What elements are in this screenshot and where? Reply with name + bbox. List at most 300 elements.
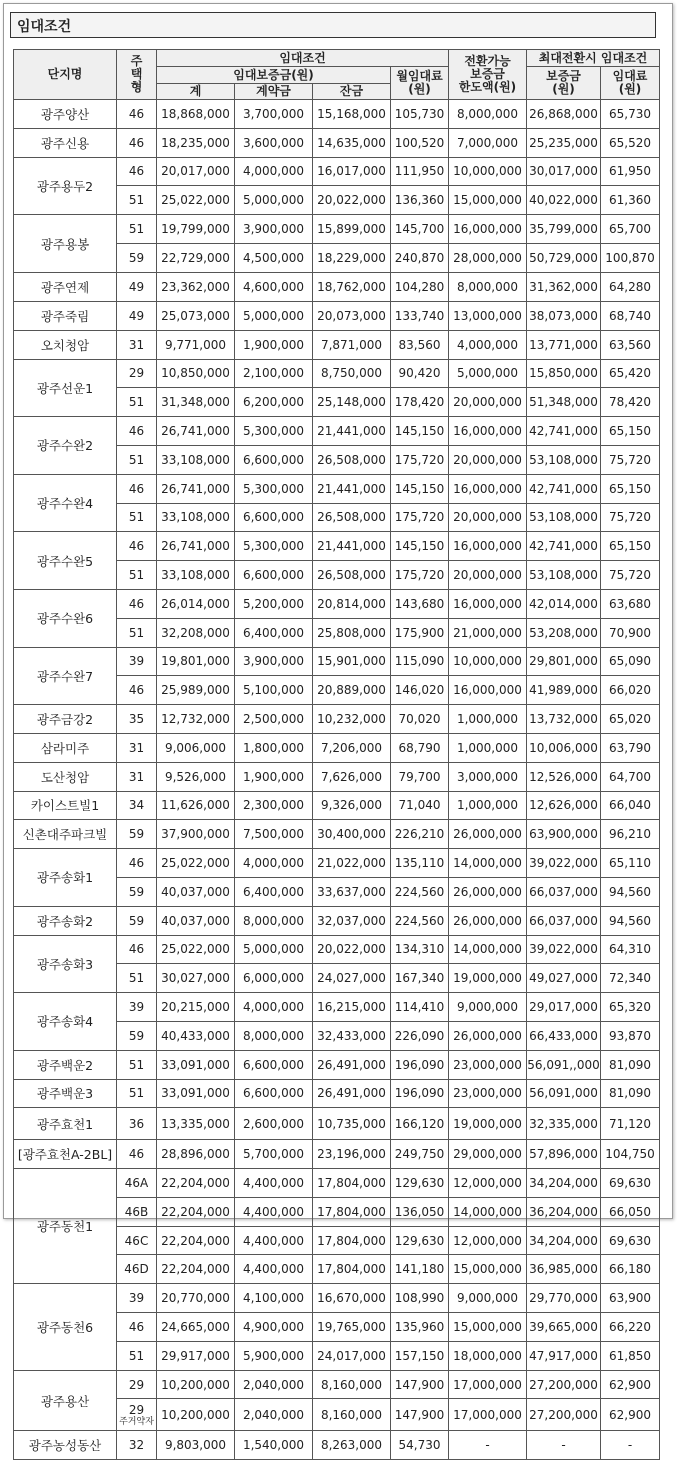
max-rent-cell: 63,680 bbox=[601, 589, 660, 618]
type-cell bbox=[117, 1284, 157, 1313]
table-row bbox=[14, 532, 660, 561]
complex-name-cell: 광주송화2 bbox=[14, 906, 117, 935]
monthly-cell: 71,040 bbox=[391, 791, 449, 820]
total-cell: 9,006,000 bbox=[157, 733, 235, 762]
table-row bbox=[14, 906, 660, 935]
contract-cell: 2,040,000 bbox=[235, 1399, 313, 1431]
monthly-cell: 135,960 bbox=[391, 1313, 449, 1342]
complex-name-cell: 광주수완4 bbox=[14, 474, 117, 532]
type-value: 46 bbox=[128, 135, 145, 150]
max-deposit-cell: 39,665,000 bbox=[527, 1313, 601, 1342]
max-rent-cell: 64,310 bbox=[601, 935, 660, 964]
balance-cell: 18,762,000 bbox=[313, 273, 391, 302]
header-contract: 계약금 bbox=[235, 84, 313, 100]
balance-cell: 17,804,000 bbox=[313, 1169, 391, 1198]
contract-cell: 4,500,000 bbox=[235, 244, 313, 273]
max-rent-cell: 66,180 bbox=[601, 1255, 660, 1284]
monthly-cell: 145,150 bbox=[391, 474, 449, 503]
balance-cell: 24,017,000 bbox=[313, 1341, 391, 1370]
contract-cell: 5,300,000 bbox=[235, 474, 313, 503]
max-rent-cell: 65,420 bbox=[601, 359, 660, 388]
table-row bbox=[14, 791, 660, 820]
type-value: 51 bbox=[128, 452, 145, 467]
max-deposit-cell: 31,362,000 bbox=[527, 273, 601, 302]
table-row bbox=[14, 100, 660, 129]
monthly-cell: 145,150 bbox=[391, 532, 449, 561]
total-cell: 28,896,000 bbox=[157, 1140, 235, 1169]
max-deposit-cell: 13,732,000 bbox=[527, 705, 601, 734]
convertible-cell: 1,000,000 bbox=[449, 733, 527, 762]
max-deposit-cell: 34,204,000 bbox=[527, 1226, 601, 1255]
max-rent-cell: 94,560 bbox=[601, 877, 660, 906]
convertible-cell: 26,000,000 bbox=[449, 1021, 527, 1050]
monthly-cell: 167,340 bbox=[391, 964, 449, 993]
max-rent-cell: 100,870 bbox=[601, 244, 660, 273]
complex-name-cell: 광주송화1 bbox=[14, 849, 117, 907]
type-value: 46D bbox=[124, 1262, 149, 1277]
max-deposit-cell: 35,799,000 bbox=[527, 215, 601, 244]
complex-name-cell: 광주선운1 bbox=[14, 359, 117, 417]
type-cell bbox=[117, 906, 157, 935]
type-value: 51 bbox=[128, 222, 145, 237]
max-rent-cell: 65,150 bbox=[601, 474, 660, 503]
balance-cell: 32,433,000 bbox=[313, 1021, 391, 1050]
monthly-cell: 157,150 bbox=[391, 1341, 449, 1370]
balance-cell: 30,400,000 bbox=[313, 820, 391, 849]
monthly-cell: 114,410 bbox=[391, 993, 449, 1022]
total-cell: 19,799,000 bbox=[157, 215, 235, 244]
total-cell: 25,022,000 bbox=[157, 849, 235, 878]
type-cell bbox=[117, 1226, 157, 1255]
total-cell: 10,850,000 bbox=[157, 359, 235, 388]
rent-conditions-table bbox=[13, 49, 660, 1460]
type-value: 59 bbox=[128, 251, 145, 266]
table-row bbox=[14, 1169, 660, 1198]
balance-cell: 26,491,000 bbox=[313, 1079, 391, 1108]
max-rent-cell: 81,090 bbox=[601, 1050, 660, 1079]
max-rent-cell: 65,090 bbox=[601, 647, 660, 676]
balance-cell: 7,206,000 bbox=[313, 733, 391, 762]
max-deposit-cell: 56,091,000 bbox=[527, 1079, 601, 1108]
convertible-cell: 16,000,000 bbox=[449, 215, 527, 244]
contract-cell: 2,600,000 bbox=[235, 1108, 313, 1140]
monthly-cell: 129,630 bbox=[391, 1169, 449, 1198]
contract-cell: 6,600,000 bbox=[235, 561, 313, 590]
type-cell bbox=[117, 273, 157, 302]
max-rent-cell: 63,900 bbox=[601, 1284, 660, 1313]
type-cell bbox=[117, 1169, 157, 1198]
header-convertible-label: 전환가능 보증금 한도액(원) bbox=[458, 54, 517, 94]
contract-cell: 5,700,000 bbox=[235, 1140, 313, 1169]
table-row bbox=[14, 301, 660, 330]
type-value: 31 bbox=[128, 740, 145, 755]
table-row bbox=[14, 1050, 660, 1079]
type-value: 51 bbox=[128, 568, 145, 583]
header-rent-conditions: 임대조건 bbox=[157, 50, 449, 67]
monthly-cell: 145,150 bbox=[391, 417, 449, 446]
type-value: 31 bbox=[128, 337, 145, 352]
total-cell: 25,022,000 bbox=[157, 935, 235, 964]
total-cell: 22,729,000 bbox=[157, 244, 235, 273]
type-value: 46 bbox=[128, 1319, 145, 1334]
type-value: 39 bbox=[128, 1291, 145, 1306]
balance-cell: 20,022,000 bbox=[313, 935, 391, 964]
contract-cell: 5,000,000 bbox=[235, 186, 313, 215]
max-deposit-cell: 53,208,000 bbox=[527, 618, 601, 647]
max-rent-cell: 94,560 bbox=[601, 906, 660, 935]
max-rent-cell: 75,720 bbox=[601, 561, 660, 590]
type-cell bbox=[117, 388, 157, 417]
contract-cell: 5,100,000 bbox=[235, 676, 313, 705]
monthly-cell: 175,720 bbox=[391, 445, 449, 474]
total-cell: 40,433,000 bbox=[157, 1021, 235, 1050]
contract-cell: 6,600,000 bbox=[235, 1050, 313, 1079]
total-cell: 9,526,000 bbox=[157, 762, 235, 791]
contract-cell: 8,000,000 bbox=[235, 1021, 313, 1050]
type-cell bbox=[117, 877, 157, 906]
table-row bbox=[14, 762, 660, 791]
contract-cell: 8,000,000 bbox=[235, 906, 313, 935]
balance-cell: 8,750,000 bbox=[313, 359, 391, 388]
convertible-cell: 7,000,000 bbox=[449, 128, 527, 157]
convertible-cell: 20,000,000 bbox=[449, 445, 527, 474]
max-rent-cell: - bbox=[601, 1431, 660, 1460]
convertible-cell: 16,000,000 bbox=[449, 676, 527, 705]
max-rent-cell: 64,700 bbox=[601, 762, 660, 791]
table-row bbox=[14, 733, 660, 762]
balance-cell: 26,491,000 bbox=[313, 1050, 391, 1079]
complex-name-cell: [광주효천A-2BL] bbox=[14, 1140, 117, 1169]
balance-cell: 9,326,000 bbox=[313, 791, 391, 820]
total-cell: 12,732,000 bbox=[157, 705, 235, 734]
total-cell: 9,771,000 bbox=[157, 330, 235, 359]
contract-cell: 3,600,000 bbox=[235, 128, 313, 157]
total-cell: 37,900,000 bbox=[157, 820, 235, 849]
balance-cell: 25,808,000 bbox=[313, 618, 391, 647]
type-cell bbox=[117, 1313, 157, 1342]
header-max-conversion: 최대전환시 임대조건 bbox=[527, 50, 660, 67]
balance-cell: 21,022,000 bbox=[313, 849, 391, 878]
max-deposit-cell: 41,989,000 bbox=[527, 676, 601, 705]
convertible-cell: 15,000,000 bbox=[449, 1255, 527, 1284]
max-rent-cell: 65,320 bbox=[601, 993, 660, 1022]
max-rent-cell: 69,630 bbox=[601, 1226, 660, 1255]
max-deposit-cell: 42,741,000 bbox=[527, 417, 601, 446]
type-value: 39 bbox=[128, 1000, 145, 1014]
balance-cell: 18,229,000 bbox=[313, 244, 391, 273]
complex-name-cell: 광주효천1 bbox=[14, 1108, 117, 1140]
balance-cell: 16,017,000 bbox=[313, 157, 391, 186]
total-cell: 25,989,000 bbox=[157, 676, 235, 705]
table-row bbox=[14, 417, 660, 446]
monthly-cell: 175,720 bbox=[391, 561, 449, 590]
max-rent-cell: 62,900 bbox=[601, 1399, 660, 1431]
type-cell bbox=[117, 676, 157, 705]
type-value: 59 bbox=[128, 884, 145, 899]
balance-cell: 8,160,000 bbox=[313, 1399, 391, 1431]
type-cell bbox=[117, 705, 157, 734]
balance-cell: 16,670,000 bbox=[313, 1284, 391, 1313]
max-rent-cell: 68,740 bbox=[601, 301, 660, 330]
contract-cell: 4,600,000 bbox=[235, 273, 313, 302]
contract-cell: 6,400,000 bbox=[235, 877, 313, 906]
header-type bbox=[117, 50, 157, 100]
table-row bbox=[14, 474, 660, 503]
type-value: 46 bbox=[128, 1147, 145, 1162]
total-cell: 10,200,000 bbox=[157, 1399, 235, 1431]
monthly-cell: 136,360 bbox=[391, 186, 449, 215]
contract-cell: 1,540,000 bbox=[235, 1431, 313, 1460]
total-cell: 19,801,000 bbox=[157, 647, 235, 676]
max-rent-cell: 66,040 bbox=[601, 791, 660, 820]
total-cell: 22,204,000 bbox=[157, 1226, 235, 1255]
page-title: 임대조건 bbox=[17, 19, 72, 35]
total-cell: 33,108,000 bbox=[157, 561, 235, 590]
type-value: 31 bbox=[128, 769, 145, 784]
type-cell bbox=[117, 993, 157, 1022]
max-rent-cell: 61,850 bbox=[601, 1341, 660, 1370]
contract-cell: 3,900,000 bbox=[235, 647, 313, 676]
type-cell bbox=[117, 244, 157, 273]
contract-cell: 1,800,000 bbox=[235, 733, 313, 762]
monthly-cell: 141,180 bbox=[391, 1255, 449, 1284]
contract-cell: 6,000,000 bbox=[235, 964, 313, 993]
convertible-cell: 13,000,000 bbox=[449, 301, 527, 330]
balance-cell: 7,871,000 bbox=[313, 330, 391, 359]
balance-cell: 15,168,000 bbox=[313, 100, 391, 129]
table-row bbox=[14, 820, 660, 849]
max-deposit-cell: 66,433,000 bbox=[527, 1021, 601, 1050]
balance-cell: 8,160,000 bbox=[313, 1370, 391, 1399]
max-rent-cell: 62,900 bbox=[601, 1370, 660, 1399]
page-title-box bbox=[10, 12, 656, 38]
type-value: 32 bbox=[128, 1438, 145, 1453]
header-max-rent bbox=[601, 67, 660, 100]
type-cell bbox=[117, 762, 157, 791]
convertible-cell: 15,000,000 bbox=[449, 186, 527, 215]
type-value: 29 bbox=[128, 1402, 145, 1417]
complex-name-cell: 광주죽림 bbox=[14, 301, 117, 330]
max-deposit-cell: 25,235,000 bbox=[527, 128, 601, 157]
table-row bbox=[14, 273, 660, 302]
type-cell bbox=[117, 1370, 157, 1399]
max-rent-cell: 71,120 bbox=[601, 1108, 660, 1140]
balance-cell: 15,899,000 bbox=[313, 215, 391, 244]
type-note: 주거약자 bbox=[119, 1416, 154, 1427]
max-deposit-cell: 36,985,000 bbox=[527, 1255, 601, 1284]
convertible-cell: 17,000,000 bbox=[449, 1370, 527, 1399]
total-cell: 33,091,000 bbox=[157, 1050, 235, 1079]
complex-name-cell: 광주동천6 bbox=[14, 1284, 117, 1370]
table-row bbox=[14, 330, 660, 359]
table-row bbox=[14, 1431, 660, 1460]
complex-name-cell: 광주농성동산 bbox=[14, 1431, 117, 1460]
monthly-cell: 135,110 bbox=[391, 849, 449, 878]
max-deposit-cell: 42,014,000 bbox=[527, 589, 601, 618]
type-cell bbox=[117, 128, 157, 157]
contract-cell: 5,300,000 bbox=[235, 417, 313, 446]
monthly-cell: 147,900 bbox=[391, 1370, 449, 1399]
monthly-cell: 70,020 bbox=[391, 705, 449, 734]
total-cell: 26,741,000 bbox=[157, 474, 235, 503]
max-deposit-cell: - bbox=[527, 1431, 601, 1460]
complex-name-cell: 광주연제 bbox=[14, 273, 117, 302]
max-rent-cell: 65,020 bbox=[601, 705, 660, 734]
table-row bbox=[14, 128, 660, 157]
type-cell bbox=[117, 618, 157, 647]
max-rent-cell: 69,630 bbox=[601, 1169, 660, 1198]
type-cell bbox=[117, 100, 157, 129]
max-rent-cell: 66,050 bbox=[601, 1197, 660, 1226]
type-cell bbox=[117, 935, 157, 964]
max-deposit-cell: 40,022,000 bbox=[527, 186, 601, 215]
monthly-cell: 115,090 bbox=[391, 647, 449, 676]
convertible-cell: 18,000,000 bbox=[449, 1341, 527, 1370]
type-cell bbox=[117, 417, 157, 446]
max-deposit-cell: 29,017,000 bbox=[527, 993, 601, 1022]
convertible-cell: 26,000,000 bbox=[449, 877, 527, 906]
monthly-cell: 104,280 bbox=[391, 273, 449, 302]
complex-name-cell: 광주백운2 bbox=[14, 1050, 117, 1079]
max-deposit-cell: 66,037,000 bbox=[527, 877, 601, 906]
max-rent-cell: 70,900 bbox=[601, 618, 660, 647]
type-value: 34 bbox=[128, 798, 145, 813]
balance-cell: 19,765,000 bbox=[313, 1313, 391, 1342]
max-deposit-cell: 32,335,000 bbox=[527, 1108, 601, 1140]
complex-name-cell: 삼라미주 bbox=[14, 733, 117, 762]
max-rent-cell: 61,360 bbox=[601, 186, 660, 215]
monthly-cell: 175,720 bbox=[391, 503, 449, 532]
max-deposit-cell: 10,006,000 bbox=[527, 733, 601, 762]
max-rent-cell: 65,700 bbox=[601, 215, 660, 244]
convertible-cell: 4,000,000 bbox=[449, 330, 527, 359]
type-value: 51 bbox=[128, 1057, 145, 1072]
header-convertible bbox=[449, 50, 527, 100]
contract-cell: 7,500,000 bbox=[235, 820, 313, 849]
type-cell bbox=[117, 820, 157, 849]
complex-name-cell: 광주수완2 bbox=[14, 417, 117, 475]
max-rent-cell: 93,870 bbox=[601, 1021, 660, 1050]
max-rent-cell: 61,950 bbox=[601, 157, 660, 186]
max-deposit-cell: 29,801,000 bbox=[527, 647, 601, 676]
max-deposit-cell: 12,626,000 bbox=[527, 791, 601, 820]
table-row bbox=[14, 1370, 660, 1399]
convertible-cell: 1,000,000 bbox=[449, 705, 527, 734]
contract-cell: 6,400,000 bbox=[235, 618, 313, 647]
contract-cell: 5,000,000 bbox=[235, 935, 313, 964]
contract-cell: 4,000,000 bbox=[235, 993, 313, 1022]
total-cell: 40,037,000 bbox=[157, 877, 235, 906]
total-cell: 13,335,000 bbox=[157, 1108, 235, 1140]
max-rent-cell: 104,750 bbox=[601, 1140, 660, 1169]
complex-name-cell: 광주금강2 bbox=[14, 705, 117, 734]
type-cell bbox=[117, 330, 157, 359]
balance-cell: 24,027,000 bbox=[313, 964, 391, 993]
convertible-cell: 8,000,000 bbox=[449, 273, 527, 302]
type-cell bbox=[117, 301, 157, 330]
type-cell bbox=[117, 733, 157, 762]
convertible-cell: 3,000,000 bbox=[449, 762, 527, 791]
contract-cell: 2,100,000 bbox=[235, 359, 313, 388]
table-row bbox=[14, 359, 660, 388]
header-monthly bbox=[391, 67, 449, 100]
convertible-cell: 16,000,000 bbox=[449, 474, 527, 503]
type-value: 46A bbox=[124, 1175, 149, 1190]
type-value: 51 bbox=[128, 1086, 145, 1101]
contract-cell: 4,400,000 bbox=[235, 1197, 313, 1226]
total-cell: 26,014,000 bbox=[157, 589, 235, 618]
max-deposit-cell: 13,771,000 bbox=[527, 330, 601, 359]
complex-name-cell: 광주양산 bbox=[14, 100, 117, 129]
convertible-cell: 19,000,000 bbox=[449, 1108, 527, 1140]
type-cell bbox=[117, 1108, 157, 1140]
type-value: 51 bbox=[128, 395, 145, 410]
type-cell bbox=[117, 532, 157, 561]
type-value: 51 bbox=[128, 193, 145, 208]
max-deposit-cell: 15,850,000 bbox=[527, 359, 601, 388]
balance-cell: 7,626,000 bbox=[313, 762, 391, 791]
type-cell bbox=[117, 1140, 157, 1169]
complex-name-cell: 광주백운3 bbox=[14, 1079, 117, 1108]
convertible-cell: 26,000,000 bbox=[449, 820, 527, 849]
table-row bbox=[14, 215, 660, 244]
contract-cell: 4,400,000 bbox=[235, 1169, 313, 1198]
convertible-cell: 17,000,000 bbox=[449, 1399, 527, 1431]
convertible-cell: 21,000,000 bbox=[449, 618, 527, 647]
contract-cell: 4,400,000 bbox=[235, 1226, 313, 1255]
monthly-cell: 178,420 bbox=[391, 388, 449, 417]
max-deposit-cell: 51,348,000 bbox=[527, 388, 601, 417]
contract-cell: 2,300,000 bbox=[235, 791, 313, 820]
max-rent-cell: 72,340 bbox=[601, 964, 660, 993]
type-value: 46 bbox=[128, 683, 145, 698]
contract-cell: 3,900,000 bbox=[235, 215, 313, 244]
header-total: 계 bbox=[157, 84, 235, 100]
max-rent-cell: 65,520 bbox=[601, 128, 660, 157]
balance-cell: 26,508,000 bbox=[313, 503, 391, 532]
convertible-cell: 12,000,000 bbox=[449, 1226, 527, 1255]
contract-cell: 6,600,000 bbox=[235, 503, 313, 532]
convertible-cell: 16,000,000 bbox=[449, 532, 527, 561]
type-cell bbox=[117, 445, 157, 474]
balance-cell: 17,804,000 bbox=[313, 1226, 391, 1255]
convertible-cell: 9,000,000 bbox=[449, 1284, 527, 1313]
monthly-cell: 83,560 bbox=[391, 330, 449, 359]
contract-cell: 6,600,000 bbox=[235, 1079, 313, 1108]
complex-name-cell: 광주수완5 bbox=[14, 532, 117, 590]
balance-cell: 21,441,000 bbox=[313, 532, 391, 561]
monthly-cell: 196,090 bbox=[391, 1050, 449, 1079]
max-deposit-cell: 29,770,000 bbox=[527, 1284, 601, 1313]
total-cell: 22,204,000 bbox=[157, 1197, 235, 1226]
type-value: 46 bbox=[128, 164, 145, 179]
total-cell: 30,027,000 bbox=[157, 964, 235, 993]
type-cell bbox=[117, 1079, 157, 1108]
balance-cell: 25,148,000 bbox=[313, 388, 391, 417]
monthly-cell: 108,990 bbox=[391, 1284, 449, 1313]
monthly-cell: 134,310 bbox=[391, 935, 449, 964]
total-cell: 29,917,000 bbox=[157, 1341, 235, 1370]
convertible-cell: 29,000,000 bbox=[449, 1140, 527, 1169]
complex-name-cell: 광주수완7 bbox=[14, 647, 117, 705]
convertible-cell: 23,000,000 bbox=[449, 1050, 527, 1079]
total-cell: 22,204,000 bbox=[157, 1255, 235, 1284]
type-cell bbox=[117, 589, 157, 618]
table-row bbox=[14, 647, 660, 676]
monthly-cell: 111,950 bbox=[391, 157, 449, 186]
monthly-cell: 145,700 bbox=[391, 215, 449, 244]
balance-cell: 20,073,000 bbox=[313, 301, 391, 330]
